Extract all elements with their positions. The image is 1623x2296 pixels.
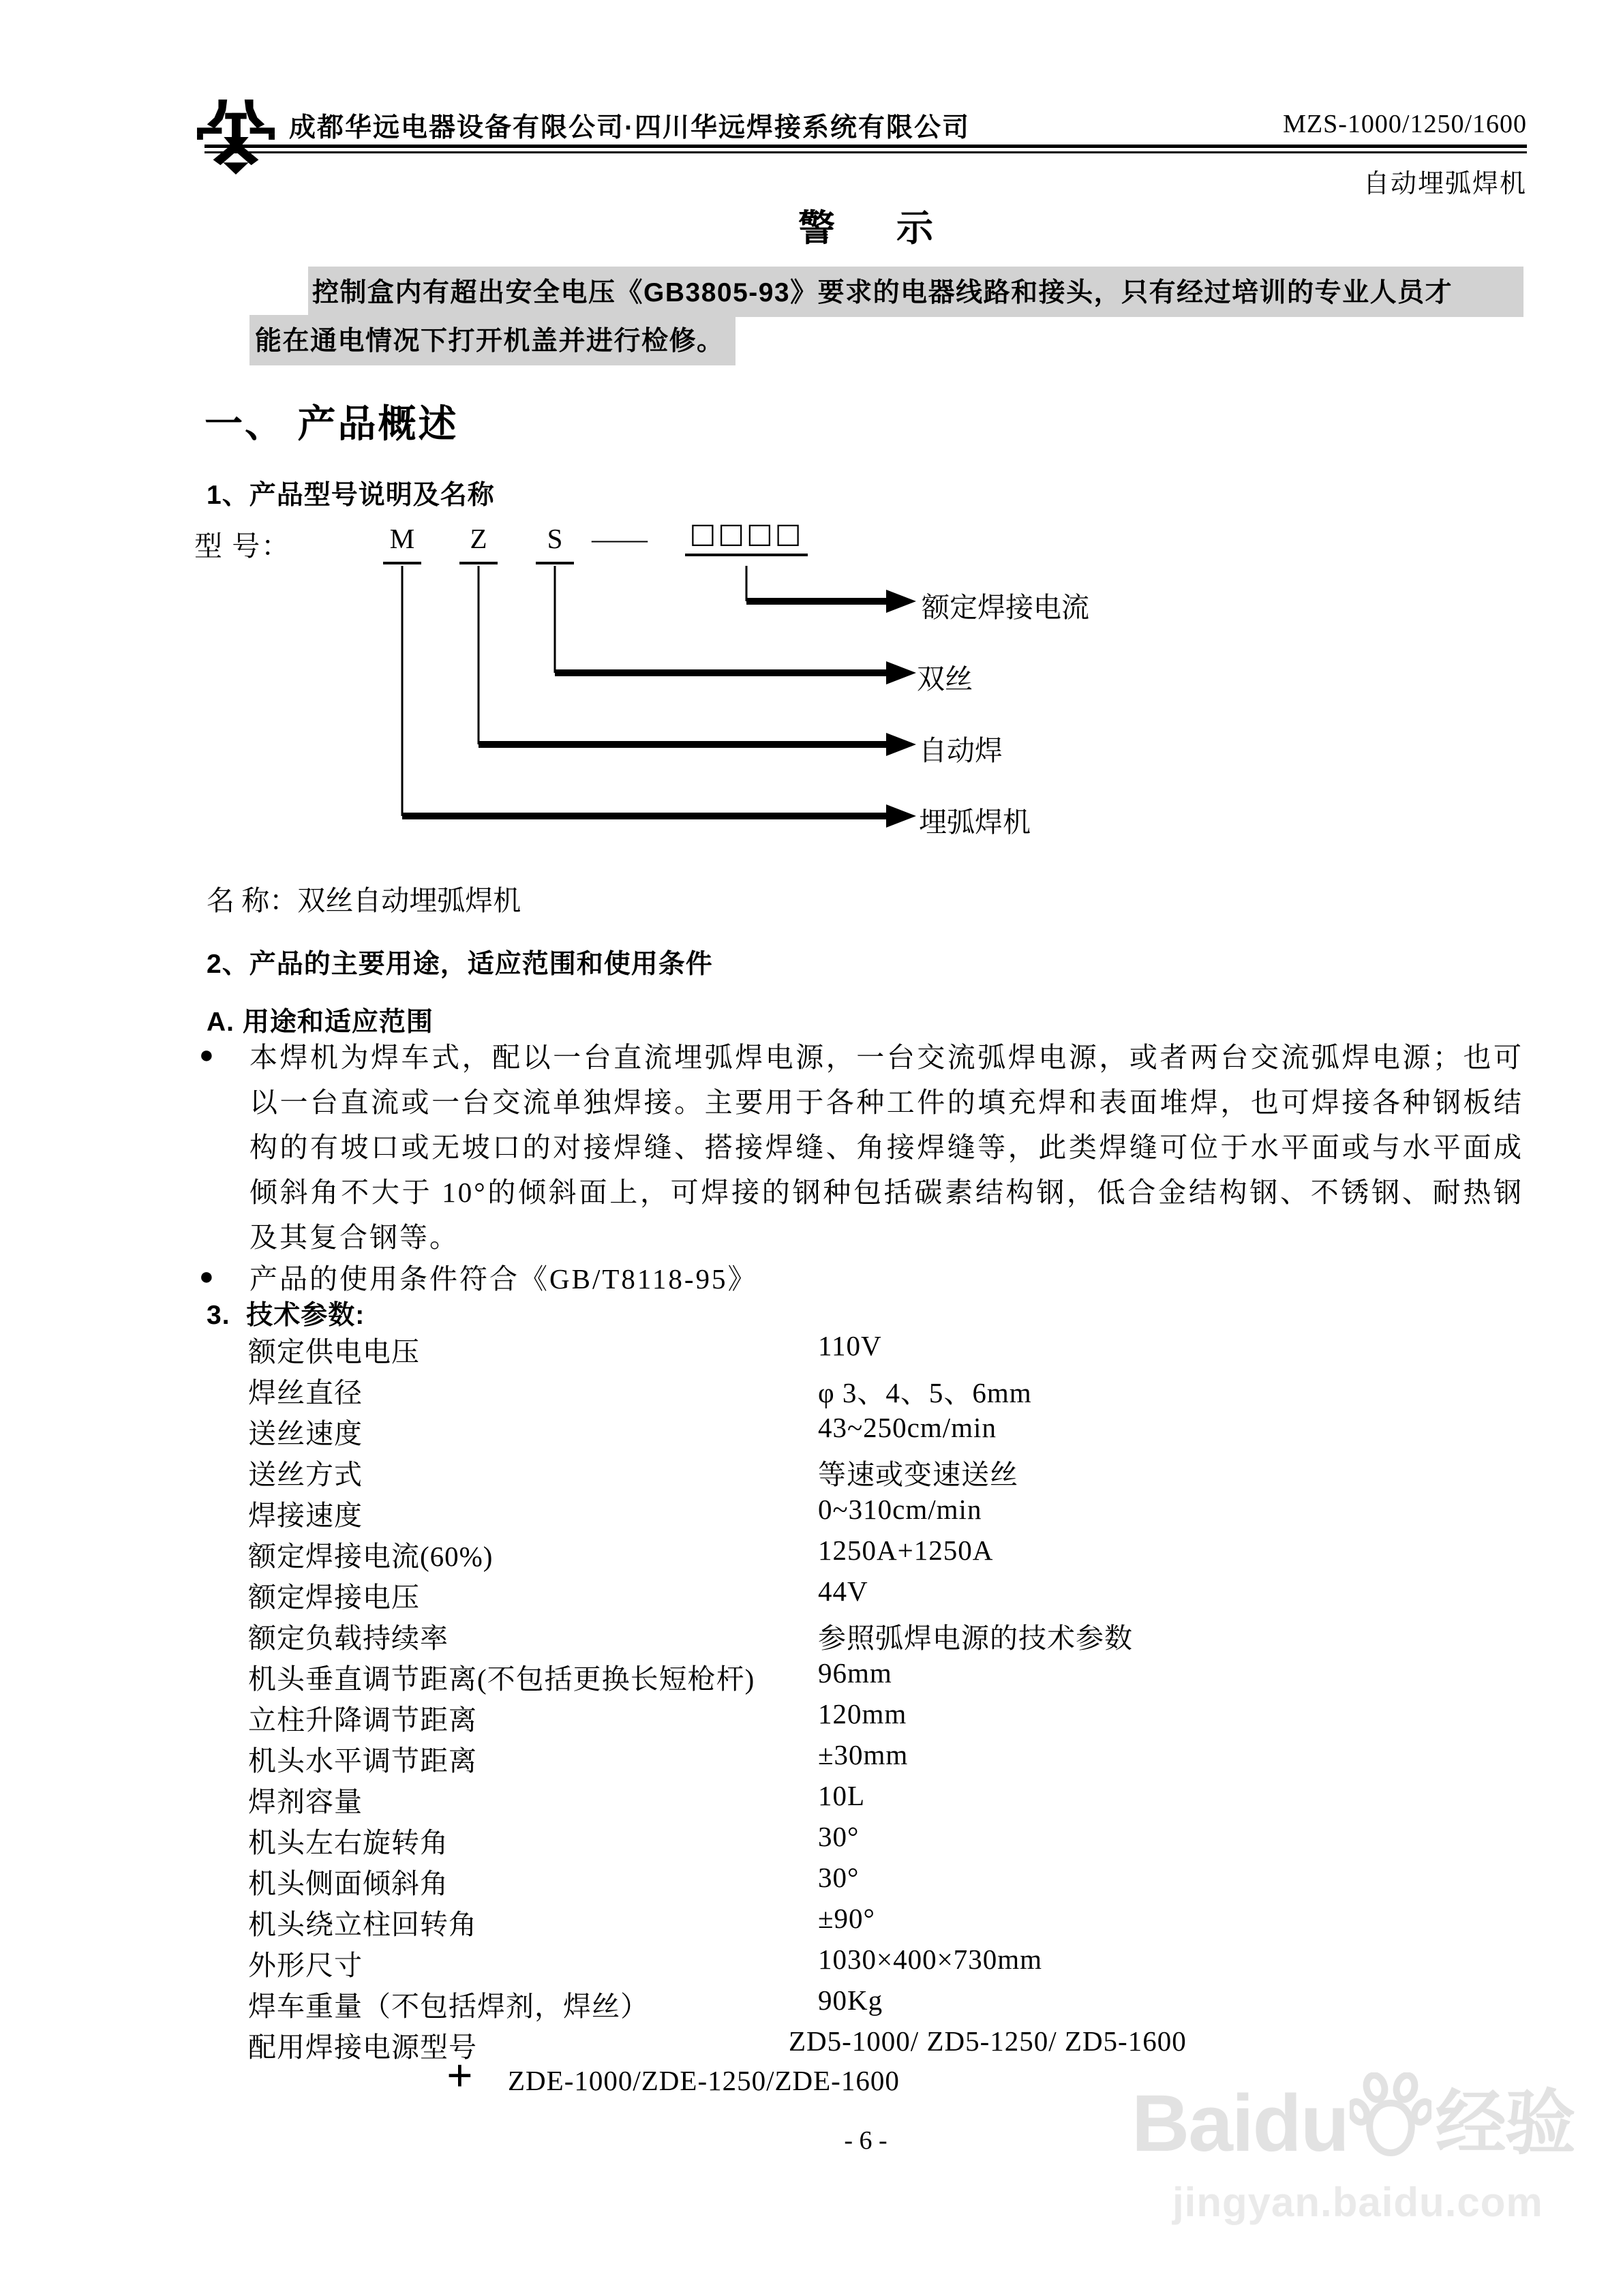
spec-row [0,1452,1623,1493]
watermark-brand-cn: 经验 [1435,2084,1575,2163]
usage-bullet-2-text: 产品的使用条件符合《GB/T8118-95》 [249,1263,758,1295]
spec-label: 焊车重量（不包括焊剂，焊丝） [248,1991,649,2022]
watermark-domain: jingyan.baidu.com [1172,2179,1543,2225]
model-letter-s: S [536,522,574,564]
spec-label: 机头侧面倾斜角 [248,1868,449,1899]
spec-row [0,1370,1623,1411]
spec-label: 额定负载持续率 [248,1622,449,1654]
spec-row [0,1738,1623,1779]
spec-label: 机头垂直调节距离(不包括更换长短枪杆) [248,1663,755,1695]
bullet-icon: ● [199,1041,214,1068]
spec-value: 等速或变速送丝 [818,1459,1018,1490]
product-name-line: 名 称：双丝自动埋弧焊机 [207,885,521,916]
warning-text-highlighted-2: 能在通电情况下打开机盖并进行检修。 [249,315,735,365]
subheading-model-explanation: 1、产品型号说明及名称 [207,481,495,510]
warning-line-1 [204,267,1523,317]
spec-label: 机头左右旋转角 [248,1827,449,1858]
spec-label: 额定焊接电流(60%) [248,1541,494,1572]
spec-row [0,1820,1623,1861]
spec-value: 30° [818,1821,860,1852]
header-model-codes: MZS-1000/1250/1600 [1283,110,1527,138]
spec-value: 1250A+1250A [818,1535,994,1566]
warning-line-2 [204,315,735,365]
spec-row [0,1575,1623,1616]
spec-row [0,1779,1623,1820]
subheading-usage-scope: A. 用途和适应范围 [207,1008,434,1037]
header-product-name: 自动埋弧焊机 [1363,170,1527,198]
diagram-label-submerged-arc-welder: 埋弧焊机 [919,806,1031,838]
spec-row [0,1861,1623,1902]
page-number: - 6 - [844,2126,888,2155]
spec-label: 送丝速度 [248,1418,363,1449]
section-heading-product-overview: 一、 产品概述 [204,402,459,445]
spec-label: 焊丝直径 [248,1377,363,1408]
watermark-brand-text: Baidu [1132,2079,1348,2169]
spec-value: 1030×400×730mm [818,1944,1043,1975]
spec-row [0,1411,1623,1452]
spec-value: 43~250cm/min [818,1412,997,1443]
model-dash: —— [592,523,648,554]
usage-bullet-1-text: 本焊机为焊车式，配以一台直流埋弧焊电源，一台交流弧焊电源，或者两台交流弧焊电源；也可以一台直流或一台交流单独焊接。主要用于各种工件的填充焊和表面堆焊，也可焊接各种钢板结构的有坡口或无坡口的对接焊缝、搭接焊缝、角接焊缝等，此类焊缝可位于水平面或与水平面成倾斜角不大于 10°的倾斜面上，可焊接的钢种包括碳素结构钢，低合金结构钢、不锈钢、耐热钢及其复合钢等。 [249,1042,1523,1253]
spec-label: 立柱升降调节距离 [248,1704,477,1736]
diagram-label-rated-current: 额定焊接电流 [922,592,1089,623]
spec-value: 0~310cm/min [818,1494,982,1525]
baidu-paw-icon [1350,2072,1431,2161]
spec-value: 30° [818,1862,860,1893]
spec-label: 外形尺寸 [248,1950,363,1981]
bullet-icon: ● [199,1263,214,1290]
spec-row [0,1616,1623,1657]
spec-value: ±30mm [818,1739,909,1770]
subheading-tech-params: 3. 技术参数: [207,1301,365,1330]
model-diagram-lines [0,513,1623,857]
tech-spec-list [0,1329,1623,2066]
baidu-jingyan-watermark [1132,2072,1595,2226]
model-letter-m: M [383,522,421,564]
spec-value: ±90° [818,1903,875,1934]
spec-value: 120mm [818,1698,907,1729]
company-logo-icon [196,100,276,175]
spec-label: 机头绕立柱回转角 [248,1909,477,1940]
subheading-usage: 2、产品的主要用途，适应范围和使用条件 [207,950,713,979]
model-letter-z: Z [459,522,498,564]
spec-row [0,1534,1623,1575]
spec-row [0,1657,1623,1697]
spec-label: 送丝方式 [248,1459,363,1490]
spec-value: 参照弧焊电源的技术参数 [818,1622,1133,1654]
spec-row [0,1902,1623,1943]
model-field-label: 型 号： [194,530,291,562]
model-placeholder-boxes: □□□□ [685,517,808,556]
extra-power-source-models: ZDE-1000/ZDE-1250/ZDE-1600 [508,2065,900,2096]
spec-label: 配用焊接电源型号 [248,2031,477,2063]
warning-title: 警 示 [798,208,933,249]
spec-value: 10L [818,1780,866,1811]
spec-label: 额定焊接电压 [248,1582,420,1613]
spec-value: φ 3、4、5、6mm [818,1377,1032,1408]
spec-label: 焊剂容量 [248,1786,363,1817]
spec-value: 44V [818,1575,868,1607]
spec-value: 110V [818,1330,882,1361]
usage-bullet-1 [0,1035,1623,1260]
plus-sign: + [446,2049,473,2101]
diagram-label-automatic-welding: 自动焊 [919,735,1003,766]
warning-text-highlighted-1: 控制盒内有超出安全电压《GB3805-93》要求的电器线路和接头，只有经过培训的专业人员才 [308,267,1523,317]
watermark-logo-row [1132,2072,1595,2175]
spec-row [0,1329,1623,1370]
spec-value: ZD5-1000/ ZD5-1250/ ZD5-1600 [789,2025,1187,2057]
spec-row [0,1984,1623,2025]
model-number-diagram [0,513,1623,857]
spec-value: 90Kg [818,1984,883,2016]
header-double-rule [204,145,1527,153]
spec-row [0,1697,1623,1738]
spec-row [0,1493,1623,1534]
spec-value: 96mm [818,1657,892,1689]
spec-label: 机头水平调节距离 [248,1745,477,1777]
spec-label: 额定供电电压 [248,1336,420,1368]
company-name: 成都华远电器设备有限公司·四川华远焊接系统有限公司 [289,113,970,142]
spec-label: 焊接速度 [248,1500,363,1531]
diagram-label-twin-wire: 双丝 [917,663,973,695]
spec-row [0,1943,1623,1984]
